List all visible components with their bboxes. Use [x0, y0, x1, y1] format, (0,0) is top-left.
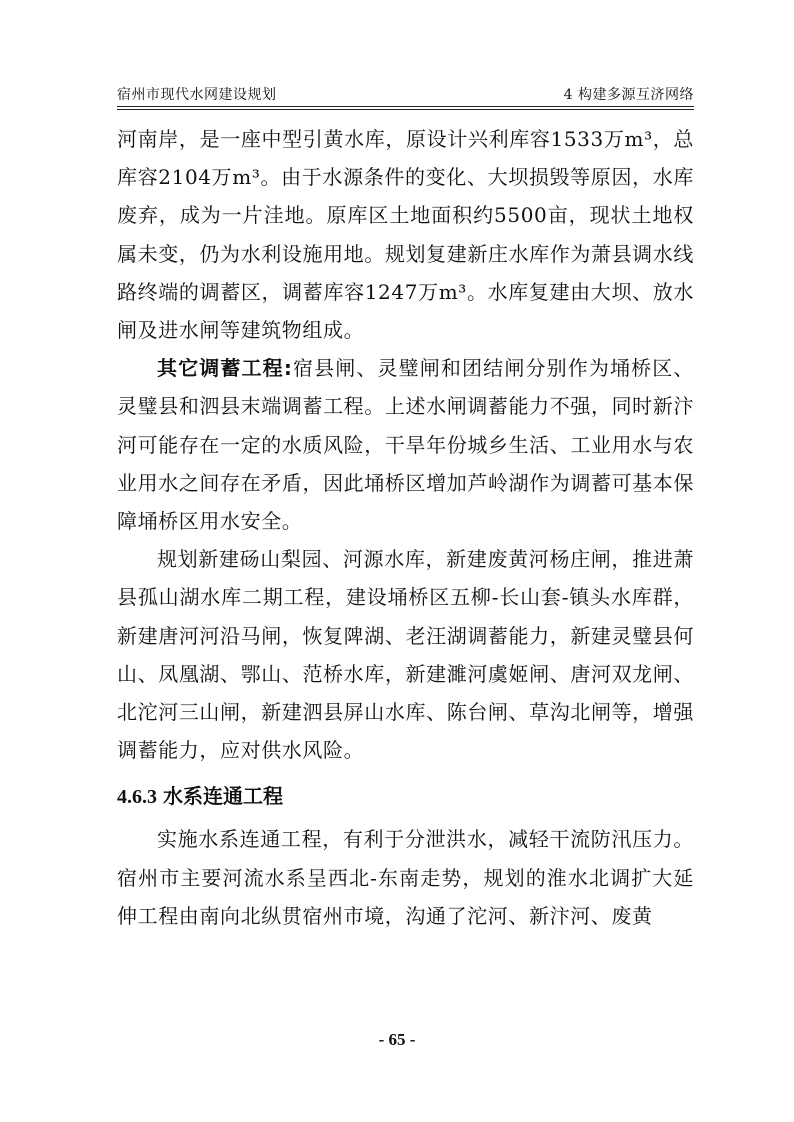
section-heading: [117, 777, 694, 816]
paragraph-lead-bold: 其它调蓄工程:: [157, 356, 293, 381]
paragraph-water-connection: 实施水系连通工程，有利于分泄洪水，减轻干流防汛压力。宿州市主要河流水系呈西北-东南走势，规划的淮水北调扩大延伸工程由南向北纵贯宿州市境，沟通了沱河、新汴河、废黄: [117, 827, 694, 928]
paragraph-other-storage: [117, 349, 694, 540]
header-chapter-title: 4 构建多源互济网络: [563, 87, 694, 103]
running-header: [117, 80, 694, 104]
header-rule-thin: [117, 106, 694, 107]
paragraph-planned-projects: 规划新建砀山梨园、河源水库，新建废黄河杨庄闸，推进萧县孤山湖水库二期工程，建设埇桥区五柳-长山套-镇头水库群，新建唐河河沿马闸，恢复陴湖、老汪湖调蓄能力，新建灵璧县何山、凤凰湖、鄂山、范桥水库，新建濉河虞姬闸、唐河双龙闸、北沱河三山闸，新建泗县屏山水库、陈台闸、草沟北闸等，增强调蓄能力，应对供水风险。: [117, 547, 694, 763]
section-number: 4.6.3: [117, 786, 157, 809]
paragraph-other-storage-text: 宿县闸、灵璧闸和团结闸分别作为埇桥区、灵璧县和泗县末端调蓄工程。上述水闸调蓄能力不强，同时新汴河可能存在一定的水质风险，干旱年份城乡生活、工业用水与农业用水之间存在矛盾，因此埇桥区增加芦岭湖作为调蓄可基本保障埇桥区用水安全。: [117, 356, 694, 534]
section-title: 水系连通工程: [163, 784, 283, 809]
paragraph-xinzhuang-reservoir: 河南岸，是一座中型引黄水库，原设计兴利库容1533万m³，总库容2104万m³。由于水源条件的变化、大坝损毁等原因，水库废弃，成为一片洼地。原库区土地面积约5500亩，现状土地权属未变，仍为水利设施用地。规划复建新庄水库作为萧县调水线路终端的调蓄区，调蓄库容1247万m³。水库复建由大坝、放水闸及进水闸等建筑物组成。: [117, 127, 694, 343]
header-rule-thick: [117, 109, 694, 110]
page-body: [117, 120, 694, 935]
page-number: - 65 -: [378, 1030, 416, 1049]
header-document-title: 宿州市现代水网建设规划: [117, 87, 277, 103]
